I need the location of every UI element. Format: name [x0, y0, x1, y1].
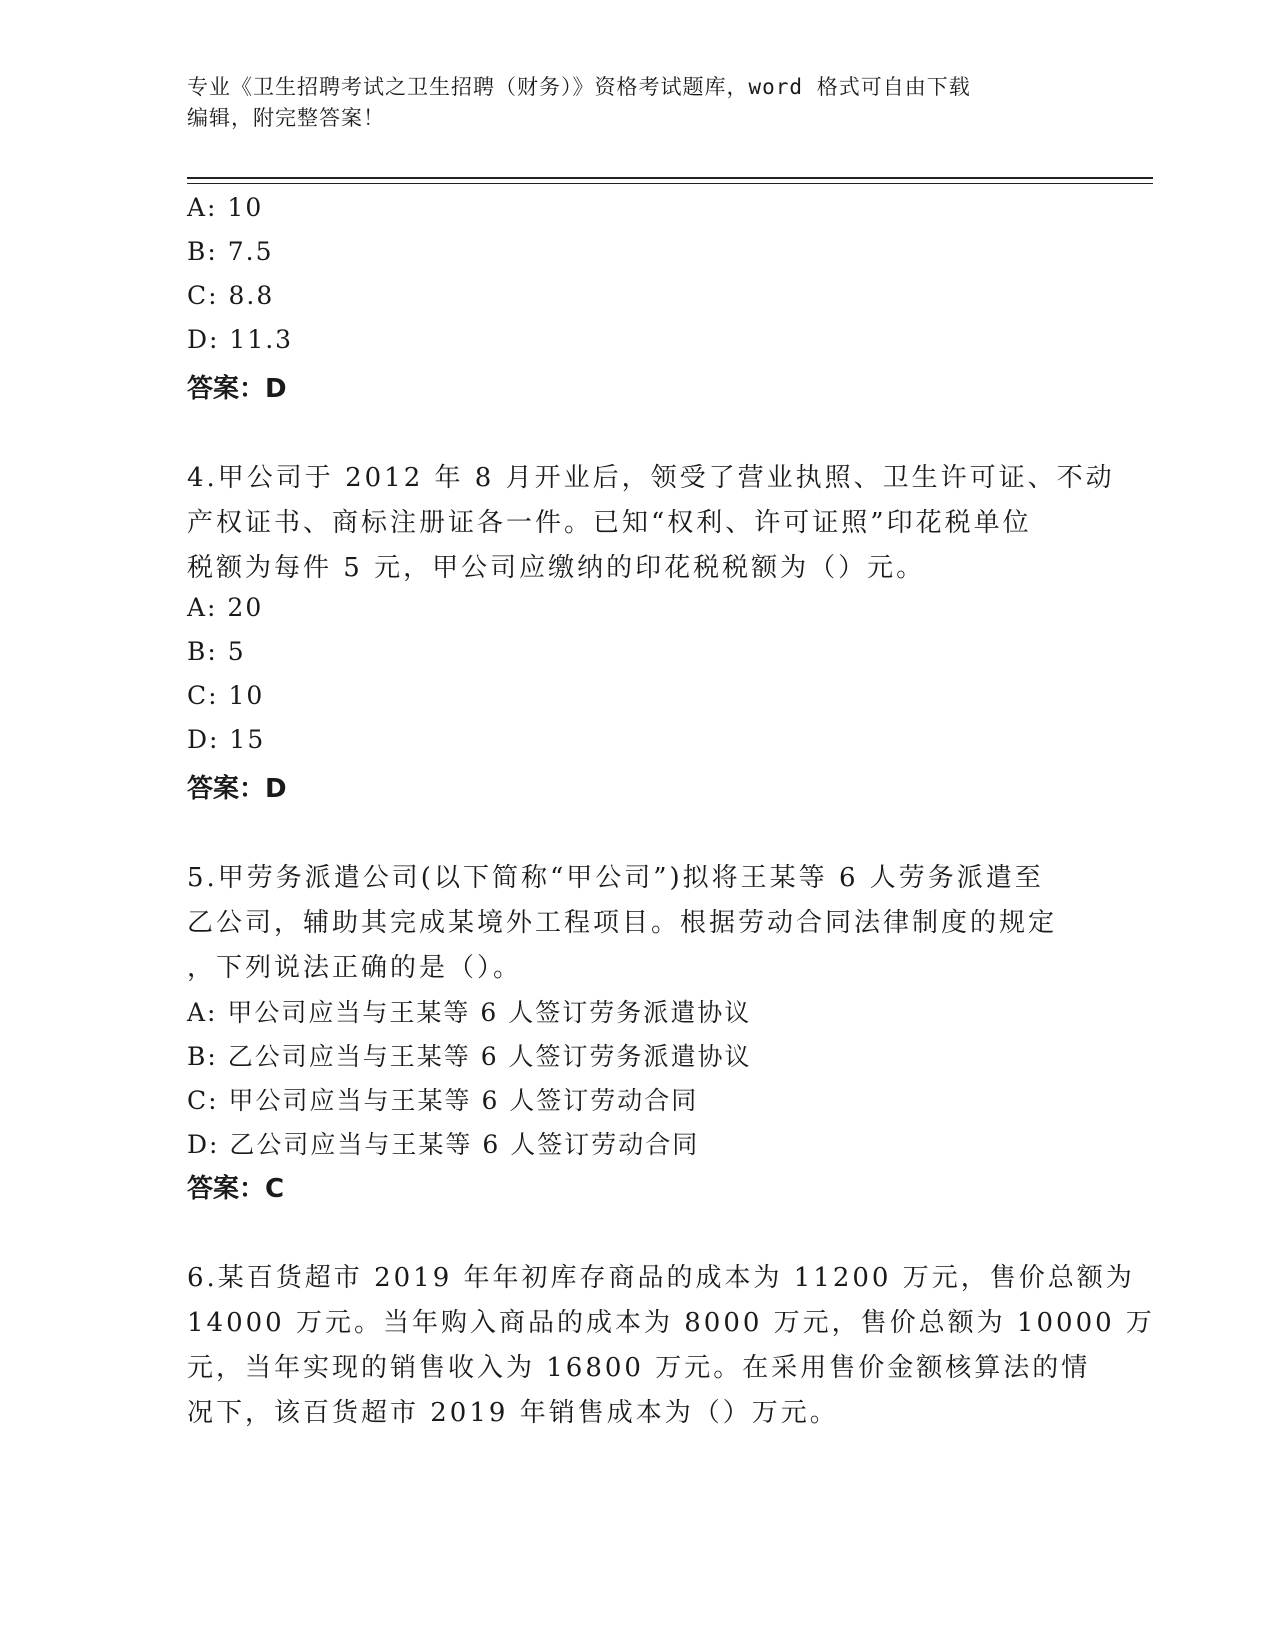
q4-stem-line-3: 税额为每件 5 元，甲公司应缴纳的印花税税额为（）元。: [187, 553, 926, 583]
q3-option-a: A: 10: [187, 193, 264, 222]
q5-option-b: B: 乙公司应当与王某等 6 人签订劳务派遣协议: [187, 1042, 752, 1071]
q4-stem-line-2: 产权证书、商标注册证各一件。已知“权利、许可证照”印花税单位: [187, 508, 1032, 538]
q4-option-d: D: 15: [187, 725, 266, 754]
q5-answer: 答案：C: [187, 1174, 285, 1204]
q6-stem-line-4: 况下，该百货超市 2019 年销售成本为（）万元。: [187, 1398, 839, 1428]
q3-option-d: D: 11.3: [187, 325, 294, 354]
q5-option-d: D: 乙公司应当与王某等 6 人签订劳动合同: [187, 1130, 700, 1159]
q6-stem-line-3: 元，当年实现的销售收入为 16800 万元。在采用售价金额核算法的情: [187, 1353, 1091, 1383]
document-header: [187, 72, 1087, 134]
q3-option-b: B: 7.5: [187, 237, 274, 266]
q4-stem-line-1: 4.甲公司于 2012 年 8 月开业后，领受了营业执照、卫生许可证、不动: [187, 463, 1115, 493]
q4-option-a: A: 20: [187, 593, 264, 622]
q5-stem-line-2: 乙公司，辅助其完成某境外工程项目。根据劳动合同法律制度的规定: [187, 908, 1058, 938]
q4-answer: 答案：D: [187, 774, 287, 804]
q3-answer: 答案：D: [187, 374, 287, 404]
q6-stem-line-1: 6.某百货超市 2019 年年初库存商品的成本为 11200 万元，售价总额为: [187, 1263, 1135, 1293]
q5-option-c: C: 甲公司应当与王某等 6 人签订劳动合同: [187, 1086, 699, 1115]
q4-option-c: C: 10: [187, 681, 265, 710]
header-line-1: 专业《卫生招聘考试之卫生招聘（财务）》资格考试题库，word 格式可自由下载: [187, 75, 971, 99]
header-line-2: 编辑，附完整答案！: [187, 106, 385, 130]
q5-stem-line-3: ，下列说法正确的是（）。: [187, 953, 523, 983]
q5-stem-line-1: 5.甲劳务派遣公司(以下简称“甲公司”)拟将王某等 6 人劳务派遣至: [187, 863, 1044, 893]
q5-option-a: A: 甲公司应当与王某等 6 人签订劳务派遣协议: [187, 998, 752, 1027]
q6-stem-line-2: 14000 万元。当年购入商品的成本为 8000 万元，售价总额为 10000 万: [187, 1308, 1155, 1338]
header-rule-thick: [187, 177, 1153, 179]
header-rule-thin: [187, 183, 1153, 184]
q3-option-c: C: 8.8: [187, 281, 275, 310]
q4-option-b: B: 5: [187, 637, 246, 666]
